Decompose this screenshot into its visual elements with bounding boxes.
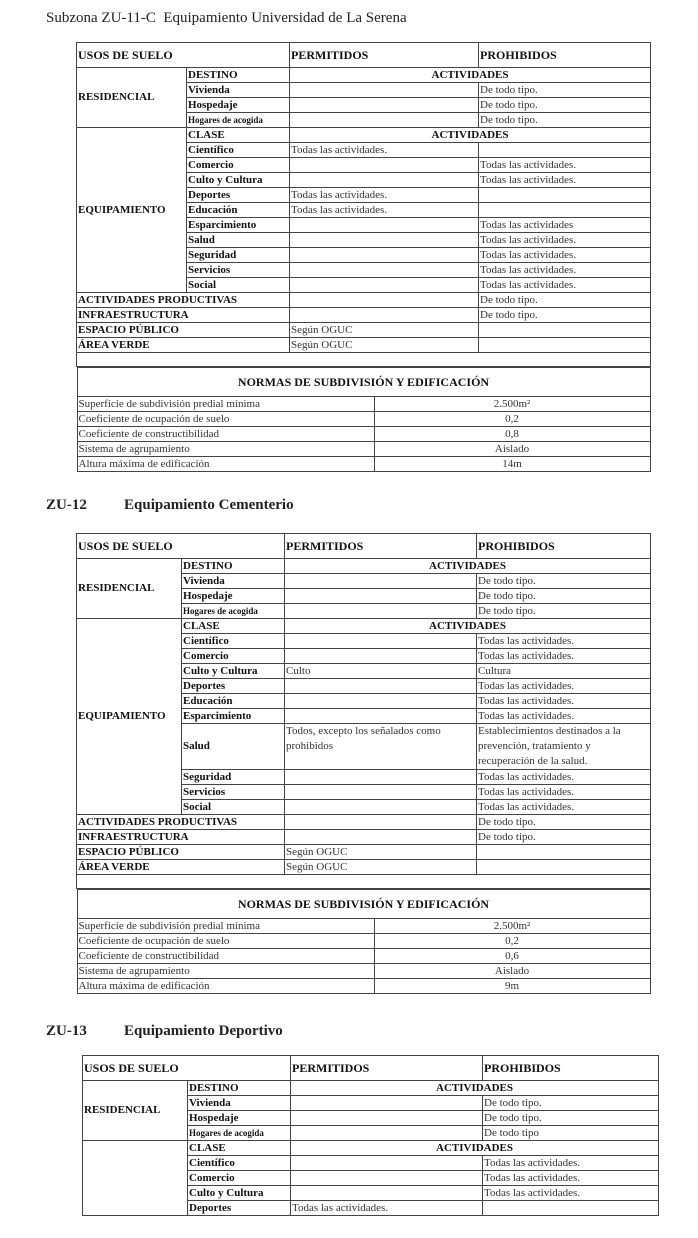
prohibidos-cell: Todas las actividades. (479, 263, 651, 278)
normas-row (77, 397, 650, 412)
prohibidos-cell (479, 338, 651, 353)
section-name: Equipamiento Cementerio (124, 497, 294, 513)
use-class: Social (182, 800, 285, 815)
group-subheader: DESTINO (182, 559, 285, 574)
normas-value: Aislado (374, 442, 650, 457)
normas-label: Coeficiente de constructibilidad (77, 949, 374, 964)
prohibidos-cell: Todas las actividades. (477, 785, 651, 800)
header-usos-de-suelo: USOS DE SUELO (77, 43, 290, 68)
group-label: RESIDENCIAL (83, 1081, 188, 1141)
prohibidos-cell: Cultura (477, 664, 651, 679)
permitidos-cell (290, 218, 479, 233)
use-category: INFRAESTRUCTURA (77, 830, 285, 845)
prohibidos-cell: Todas las actividades. (483, 1186, 659, 1201)
use-class: Deportes (188, 1201, 291, 1216)
land-use-table (82, 1055, 659, 1216)
use-class: Hogares de acogida (187, 113, 290, 128)
prohibidos-cell: De todo tipo. (477, 830, 651, 845)
activities-label: ACTIVIDADES (285, 619, 651, 634)
use-class: Hospedaje (188, 1111, 291, 1126)
use-class: Hogares de acogida (188, 1126, 291, 1141)
use-class: Educación (182, 694, 285, 709)
table-row (77, 860, 651, 875)
normas-container-row (77, 889, 651, 995)
use-class: Vivienda (188, 1096, 291, 1111)
land-use-table (76, 42, 651, 472)
use-class: Esparcimiento (182, 709, 285, 724)
normas-header-row (77, 368, 650, 397)
activities-label: ACTIVIDADES (290, 68, 651, 83)
section-code: Subzona ZU-11-C (46, 10, 156, 26)
permitidos-cell (285, 694, 477, 709)
permitidos-cell (291, 1171, 483, 1186)
use-class: Vivienda (187, 83, 290, 98)
group-label: RESIDENCIAL (77, 559, 182, 619)
use-class: Científico (187, 143, 290, 158)
use-class: Científico (188, 1156, 291, 1171)
permitidos-cell (285, 574, 477, 589)
normas-value: Aislado (374, 964, 650, 979)
table-header-row (83, 1056, 659, 1081)
prohibidos-cell: Todas las actividades. (479, 248, 651, 263)
prohibidos-cell: De todo tipo (483, 1126, 659, 1141)
prohibidos-cell: Todas las actividades. (477, 770, 651, 785)
use-class: Vivienda (182, 574, 285, 589)
normas-value: 0,2 (374, 934, 650, 949)
group-subheader-row (83, 1141, 659, 1156)
permitidos-cell (285, 649, 477, 664)
use-class: Salud (182, 724, 285, 770)
table-row (77, 323, 651, 338)
group-subheader: CLASE (187, 128, 290, 143)
prohibidos-cell (477, 845, 651, 860)
normas-value: 0,2 (374, 412, 650, 427)
prohibidos-cell: Todas las actividades. (477, 694, 651, 709)
normas-row (77, 457, 650, 472)
spacer (77, 875, 651, 889)
use-class: Servicios (182, 785, 285, 800)
group-subheader-row (77, 68, 651, 83)
use-category: ÁREA VERDE (77, 338, 290, 353)
normas-container-row (77, 367, 651, 473)
spacer (77, 353, 651, 367)
use-class: Educación (187, 203, 290, 218)
use-category: ACTIVIDADES PRODUCTIVAS (77, 815, 285, 830)
header-permitidos: PERMITIDOS (291, 1056, 483, 1081)
activities-label: ACTIVIDADES (291, 1081, 659, 1096)
prohibidos-cell: Todas las actividades. (479, 158, 651, 173)
header-permitidos: PERMITIDOS (285, 534, 477, 559)
prohibidos-cell: De todo tipo. (477, 589, 651, 604)
prohibidos-cell: Todas las actividades. (477, 679, 651, 694)
use-class: Hospedaje (182, 589, 285, 604)
group-label: EQUIPAMIENTO (77, 128, 187, 293)
use-class: Seguridad (187, 248, 290, 263)
group-subheader: CLASE (188, 1141, 291, 1156)
prohibidos-cell: De todo tipo. (477, 815, 651, 830)
normas-title: NORMAS DE SUBDIVISIÓN Y EDIFICACIÓN (77, 890, 650, 919)
group-subheader-row (77, 559, 651, 574)
use-class: Hogares de acogida (182, 604, 285, 619)
permitidos-cell (291, 1111, 483, 1126)
group-label: EQUIPAMIENTO (77, 619, 182, 815)
table-row (77, 815, 651, 830)
permitidos-cell (285, 830, 477, 845)
permitidos-cell (290, 233, 479, 248)
header-prohibidos: PROHIBIDOS (483, 1056, 659, 1081)
permitidos-cell (285, 770, 477, 785)
section-title (46, 10, 407, 27)
normas-header-row (77, 890, 650, 919)
permitidos-cell (290, 308, 479, 323)
use-class: Científico (182, 634, 285, 649)
normas-label: Coeficiente de ocupación de suelo (77, 934, 374, 949)
permitidos-cell (291, 1156, 483, 1171)
section-code: ZU-12 (46, 497, 87, 513)
use-class: Salud (187, 233, 290, 248)
prohibidos-cell: Todas las actividades. (477, 634, 651, 649)
normas-label: Superficie de subdivisión predial mínima (77, 919, 374, 934)
normas-value: 0,8 (374, 427, 650, 442)
permitidos-cell (285, 800, 477, 815)
normas-value: 9m (374, 979, 650, 994)
prohibidos-cell: De todo tipo. (483, 1111, 659, 1126)
use-category: ESPACIO PÚBLICO (77, 323, 290, 338)
table-row (77, 845, 651, 860)
spacer-row (77, 875, 651, 889)
prohibidos-cell: Todas las actividades. (479, 233, 651, 248)
permitidos-cell (285, 785, 477, 800)
section-title (46, 497, 294, 514)
permitidos-cell (285, 604, 477, 619)
normas-row (77, 919, 650, 934)
group-label: RESIDENCIAL (77, 68, 187, 128)
prohibidos-cell: Todas las actividades (479, 218, 651, 233)
use-class: Esparcimiento (187, 218, 290, 233)
normas-row (77, 412, 650, 427)
permitidos-cell: Todos, excepto los señalados como prohibidos (285, 724, 477, 770)
section-name: Equipamiento Universidad de La Serena (163, 10, 407, 26)
use-class: Comercio (188, 1171, 291, 1186)
normas-container (77, 367, 651, 473)
normas-row (77, 934, 650, 949)
prohibidos-cell: Todas las actividades. (477, 709, 651, 724)
prohibidos-cell: De todo tipo. (483, 1096, 659, 1111)
permitidos-cell (285, 679, 477, 694)
permitidos-cell: Según OGUC (285, 860, 477, 875)
permitidos-cell (290, 173, 479, 188)
permitidos-cell (290, 293, 479, 308)
group-subheader-row (77, 619, 651, 634)
permitidos-cell: Según OGUC (290, 338, 479, 353)
spacer-row (77, 353, 651, 367)
prohibidos-cell: De todo tipo. (479, 83, 651, 98)
use-category: INFRAESTRUCTURA (77, 308, 290, 323)
normas-row (77, 979, 650, 994)
permitidos-cell (290, 158, 479, 173)
normas-label: Sistema de agrupamiento (77, 964, 374, 979)
use-class: Servicios (187, 263, 290, 278)
use-class: Deportes (182, 679, 285, 694)
group-subheader: DESTINO (188, 1081, 291, 1096)
prohibidos-cell (479, 203, 651, 218)
use-class: Culto y Cultura (187, 173, 290, 188)
permitidos-cell (290, 113, 479, 128)
prohibidos-cell (479, 188, 651, 203)
use-class: Deportes (187, 188, 290, 203)
permitidos-cell (290, 263, 479, 278)
permitidos-cell: Todas las actividades. (291, 1201, 483, 1216)
normas-table (77, 367, 651, 472)
prohibidos-cell: Todas las actividades. (477, 649, 651, 664)
table-row (77, 338, 651, 353)
group-label (83, 1141, 188, 1216)
permitidos-cell: Todas las actividades. (290, 188, 479, 203)
permitidos-cell (285, 634, 477, 649)
normas-container (77, 889, 651, 995)
permitidos-cell (285, 709, 477, 724)
prohibidos-cell (477, 860, 651, 875)
header-usos-de-suelo: USOS DE SUELO (83, 1056, 291, 1081)
normas-label: Coeficiente de constructibilidad (77, 427, 374, 442)
permitidos-cell (290, 278, 479, 293)
land-use-table (76, 533, 651, 994)
use-category: ESPACIO PÚBLICO (77, 845, 285, 860)
group-subheader-row (83, 1081, 659, 1096)
permitidos-cell (291, 1126, 483, 1141)
prohibidos-cell: De todo tipo. (477, 604, 651, 619)
permitidos-cell (290, 248, 479, 263)
prohibidos-cell (479, 143, 651, 158)
permitidos-cell: Según OGUC (285, 845, 477, 860)
normas-row (77, 964, 650, 979)
permitidos-cell (285, 815, 477, 830)
prohibidos-cell: Todas las actividades. (479, 278, 651, 293)
normas-title: NORMAS DE SUBDIVISIÓN Y EDIFICACIÓN (77, 368, 650, 397)
permitidos-cell (291, 1186, 483, 1201)
section-name: Equipamiento Deportivo (124, 1023, 283, 1039)
normas-value: 2.500m² (374, 919, 650, 934)
normas-value: 14m (374, 457, 650, 472)
prohibidos-cell: De todo tipo. (479, 308, 651, 323)
normas-label: Superficie de subdivisión predial mínima (77, 397, 374, 412)
header-prohibidos: PROHIBIDOS (477, 534, 651, 559)
group-subheader: CLASE (182, 619, 285, 634)
normas-label: Altura máxima de edificación (77, 979, 374, 994)
use-class: Comercio (187, 158, 290, 173)
table-row (77, 293, 651, 308)
use-class: Social (187, 278, 290, 293)
normas-row (77, 427, 650, 442)
activities-label: ACTIVIDADES (290, 128, 651, 143)
section-code: ZU-13 (46, 1023, 87, 1039)
group-subheader: DESTINO (187, 68, 290, 83)
header-usos-de-suelo: USOS DE SUELO (77, 534, 285, 559)
prohibidos-cell: Todas las actividades. (483, 1171, 659, 1186)
prohibidos-cell: Todas las actividades. (483, 1156, 659, 1171)
table-row (77, 308, 651, 323)
section-title (46, 1023, 283, 1040)
prohibidos-cell: Todas las actividades. (479, 173, 651, 188)
permitidos-cell (291, 1096, 483, 1111)
header-prohibidos: PROHIBIDOS (479, 43, 651, 68)
normas-label: Coeficiente de ocupación de suelo (77, 412, 374, 427)
prohibidos-cell: De todo tipo. (479, 113, 651, 128)
prohibidos-cell: De todo tipo. (479, 98, 651, 113)
permitidos-cell (290, 83, 479, 98)
use-class: Culto y Cultura (188, 1186, 291, 1201)
normas-row (77, 949, 650, 964)
permitidos-cell: Según OGUC (290, 323, 479, 338)
normas-table (77, 889, 651, 994)
use-class: Comercio (182, 649, 285, 664)
prohibidos-cell (483, 1201, 659, 1216)
table-row (77, 830, 651, 845)
normas-value: 0,6 (374, 949, 650, 964)
normas-label: Altura máxima de edificación (77, 457, 374, 472)
normas-row (77, 442, 650, 457)
activities-label: ACTIVIDADES (285, 559, 651, 574)
prohibidos-cell: Todas las actividades. (477, 800, 651, 815)
permitidos-cell (290, 98, 479, 113)
header-permitidos: PERMITIDOS (290, 43, 479, 68)
table-header-row (77, 43, 651, 68)
permitidos-cell: Todas las actividades. (290, 143, 479, 158)
table-header-row (77, 534, 651, 559)
prohibidos-cell (479, 323, 651, 338)
permitidos-cell: Culto (285, 664, 477, 679)
prohibidos-cell: De todo tipo. (479, 293, 651, 308)
use-category: ACTIVIDADES PRODUCTIVAS (77, 293, 290, 308)
normas-value: 2.500m² (374, 397, 650, 412)
permitidos-cell: Todas las actividades. (290, 203, 479, 218)
prohibidos-cell: De todo tipo. (477, 574, 651, 589)
activities-label: ACTIVIDADES (291, 1141, 659, 1156)
use-class: Seguridad (182, 770, 285, 785)
normas-label: Sistema de agrupamiento (77, 442, 374, 457)
prohibidos-cell: Establecimientos destinados a la prevención, tratamiento y recuperación de la salud. (477, 724, 651, 770)
group-subheader-row (77, 128, 651, 143)
use-class: Hospedaje (187, 98, 290, 113)
use-class: Culto y Cultura (182, 664, 285, 679)
permitidos-cell (285, 589, 477, 604)
use-category: ÁREA VERDE (77, 860, 285, 875)
